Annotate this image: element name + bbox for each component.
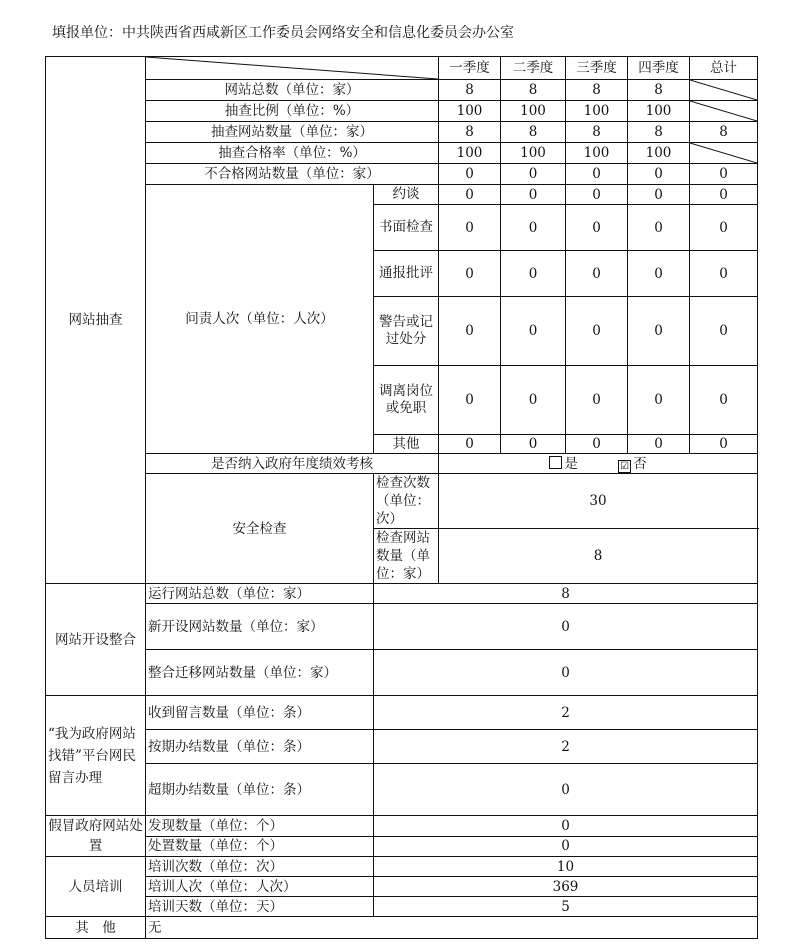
checkbox-yes bbox=[549, 456, 562, 469]
cell-value: 10 bbox=[374, 857, 758, 877]
cell-value: 2 bbox=[374, 730, 758, 764]
col-q2: 二季度 bbox=[501, 57, 566, 80]
cell-value: 100 bbox=[439, 101, 501, 122]
cell-value: 0 bbox=[439, 297, 501, 366]
cell-value: 0 bbox=[628, 251, 690, 297]
cell-value: 0 bbox=[690, 205, 758, 251]
cell-value: 0 bbox=[690, 297, 758, 366]
table-row bbox=[46, 764, 758, 816]
cell-value: 0 bbox=[566, 297, 628, 366]
cell-value: 0 bbox=[501, 435, 566, 454]
cell-value: 8 bbox=[628, 122, 690, 143]
row-label: 超期办结数量（单位：条） bbox=[146, 764, 374, 816]
cell-value: 8 bbox=[439, 529, 758, 584]
cell-value: 0 bbox=[566, 164, 628, 185]
row-label: 培训次数（单位：次） bbox=[146, 857, 374, 877]
accountability-type: 其他 bbox=[374, 435, 439, 454]
cell-value: 0 bbox=[501, 205, 566, 251]
col-total: 总计 bbox=[690, 57, 758, 80]
row-label: 整合迁移网站数量（单位：家） bbox=[146, 650, 374, 696]
cell-value: 0 bbox=[501, 297, 566, 366]
section-staff-training: 人员培训 bbox=[46, 857, 146, 917]
accountability-type: 约谈 bbox=[374, 185, 439, 205]
empty-diagonal-cell bbox=[690, 80, 758, 101]
cell-value: 0 bbox=[439, 205, 501, 251]
cell-value: 0 bbox=[628, 435, 690, 454]
section-fake-website: 假冒政府网站处置 bbox=[46, 816, 146, 857]
row-label: 抽查合格率（单位：%） bbox=[146, 143, 439, 164]
cell-value: 0 bbox=[566, 435, 628, 454]
table-row bbox=[46, 101, 758, 122]
report-header: 填报单位：中共陕西省西咸新区工作委员会网络安全和信息化委员会办公室 bbox=[52, 25, 514, 41]
table-row bbox=[46, 857, 758, 877]
table-row bbox=[46, 474, 758, 529]
row-label: 检查次数（单位：次） bbox=[374, 474, 439, 529]
cell-value: 0 bbox=[690, 185, 758, 205]
accountability-type: 调离岗位或免职 bbox=[374, 366, 439, 435]
section-security-check: 安全检查 bbox=[146, 474, 374, 584]
cell-value: 0 bbox=[374, 816, 758, 837]
row-label: 运行网站总数（单位：家） bbox=[146, 584, 374, 604]
cell-value: 0 bbox=[439, 251, 501, 297]
cell-value: 0 bbox=[690, 251, 758, 297]
cell-value: 0 bbox=[628, 164, 690, 185]
cell-value: 100 bbox=[501, 143, 566, 164]
cell-value: 8 bbox=[439, 122, 501, 143]
table-row bbox=[46, 897, 758, 917]
cell-value: 0 bbox=[628, 205, 690, 251]
row-label: 抽查网站数量（单位：家） bbox=[146, 122, 439, 143]
row-label: 发现数量（单位：个） bbox=[146, 816, 374, 837]
section-website-integration: 网站开设整合 bbox=[46, 584, 146, 696]
option-no: ☑ 否 bbox=[618, 456, 647, 472]
cell-value: 0 bbox=[374, 650, 758, 696]
table-row bbox=[46, 836, 758, 857]
row-label: 抽查比例（单位：%） bbox=[146, 101, 439, 122]
website-report-table bbox=[45, 56, 758, 939]
table-row bbox=[46, 80, 758, 101]
table-row bbox=[46, 122, 758, 143]
cell-value: 0 bbox=[439, 435, 501, 454]
cell-value: 0 bbox=[566, 205, 628, 251]
cell-value: 0 bbox=[374, 836, 758, 857]
cell-value: 369 bbox=[374, 877, 758, 897]
table-row bbox=[46, 164, 758, 185]
cell-value: 0 bbox=[439, 164, 501, 185]
section-error-report-platform: “我为政府网站找错”平台网民留言办理 bbox=[46, 696, 146, 816]
empty-diagonal-cell bbox=[690, 143, 758, 164]
option-yes: 是 bbox=[549, 456, 578, 472]
cell-value: 0 bbox=[566, 366, 628, 435]
cell-value: 100 bbox=[439, 143, 501, 164]
table-row bbox=[46, 877, 758, 897]
cell-value: 8 bbox=[439, 80, 501, 101]
diagonal-header-cell bbox=[146, 57, 439, 80]
cell-value: 0 bbox=[690, 366, 758, 435]
cell-value: 0 bbox=[501, 185, 566, 205]
table-row bbox=[46, 143, 758, 164]
col-q1: 一季度 bbox=[439, 57, 501, 80]
table-row bbox=[46, 604, 758, 650]
performance-options bbox=[439, 454, 758, 474]
cell-value: 0 bbox=[501, 366, 566, 435]
checkbox-no: ☑ bbox=[618, 460, 631, 473]
row-label: 培训天数（单位：天） bbox=[146, 897, 374, 917]
cell-value: 5 bbox=[374, 897, 758, 917]
table-row bbox=[46, 730, 758, 764]
cell-value: 8 bbox=[566, 80, 628, 101]
row-label: 不合格网站数量（单位：家） bbox=[146, 164, 439, 185]
table-row bbox=[46, 917, 758, 939]
cell-value: 30 bbox=[439, 474, 758, 529]
section-website-check: 网站抽查 bbox=[46, 57, 146, 584]
cell-value: 0 bbox=[566, 251, 628, 297]
table-row bbox=[46, 650, 758, 696]
section-other: 其 他 bbox=[46, 917, 146, 939]
accountability-type: 书面检查 bbox=[374, 205, 439, 251]
empty-diagonal-cell bbox=[690, 101, 758, 122]
accountability-label: 问责人次（单位：人次） bbox=[146, 185, 374, 454]
cell-value: 8 bbox=[690, 122, 758, 143]
cell-value: 0 bbox=[628, 366, 690, 435]
cell-value: 0 bbox=[501, 164, 566, 185]
other-value: 无 bbox=[146, 917, 758, 939]
table-row bbox=[46, 185, 758, 205]
cell-value: 100 bbox=[566, 143, 628, 164]
cell-value: 0 bbox=[439, 366, 501, 435]
table-row bbox=[46, 816, 758, 837]
row-label: 处置数量（单位：个） bbox=[146, 836, 374, 857]
cell-value: 0 bbox=[501, 251, 566, 297]
table-row bbox=[46, 584, 758, 604]
table-row bbox=[46, 696, 758, 730]
cell-value: 2 bbox=[374, 696, 758, 730]
performance-label: 是否纳入政府年度绩效考核 bbox=[146, 454, 439, 474]
cell-value: 8 bbox=[501, 122, 566, 143]
row-label: 新开设网站数量（单位：家） bbox=[146, 604, 374, 650]
cell-value: 100 bbox=[628, 143, 690, 164]
cell-value: 8 bbox=[501, 80, 566, 101]
cell-value: 8 bbox=[628, 80, 690, 101]
cell-value: 0 bbox=[374, 764, 758, 816]
cell-value: 0 bbox=[439, 185, 501, 205]
cell-value: 0 bbox=[628, 297, 690, 366]
col-q3: 三季度 bbox=[566, 57, 628, 80]
cell-value: 0 bbox=[374, 604, 758, 650]
accountability-type: 通报批评 bbox=[374, 251, 439, 297]
accountability-type: 警告或记过处分 bbox=[374, 297, 439, 366]
cell-value: 100 bbox=[566, 101, 628, 122]
cell-value: 0 bbox=[628, 185, 690, 205]
cell-value: 100 bbox=[501, 101, 566, 122]
cell-value: 0 bbox=[566, 185, 628, 205]
cell-value: 0 bbox=[690, 435, 758, 454]
row-label: 培训人次（单位：人次） bbox=[146, 877, 374, 897]
row-label: 网站总数（单位：家） bbox=[146, 80, 439, 101]
cell-value: 0 bbox=[690, 164, 758, 185]
cell-value: 8 bbox=[374, 584, 758, 604]
row-label: 按期办结数量（单位：条） bbox=[146, 730, 374, 764]
cell-value: 100 bbox=[628, 101, 690, 122]
cell-value: 8 bbox=[566, 122, 628, 143]
row-label: 收到留言数量（单位：条） bbox=[146, 696, 374, 730]
table-row bbox=[46, 454, 758, 474]
col-q4: 四季度 bbox=[628, 57, 690, 80]
row-label: 检查网站数量（单位：家） bbox=[374, 529, 439, 584]
